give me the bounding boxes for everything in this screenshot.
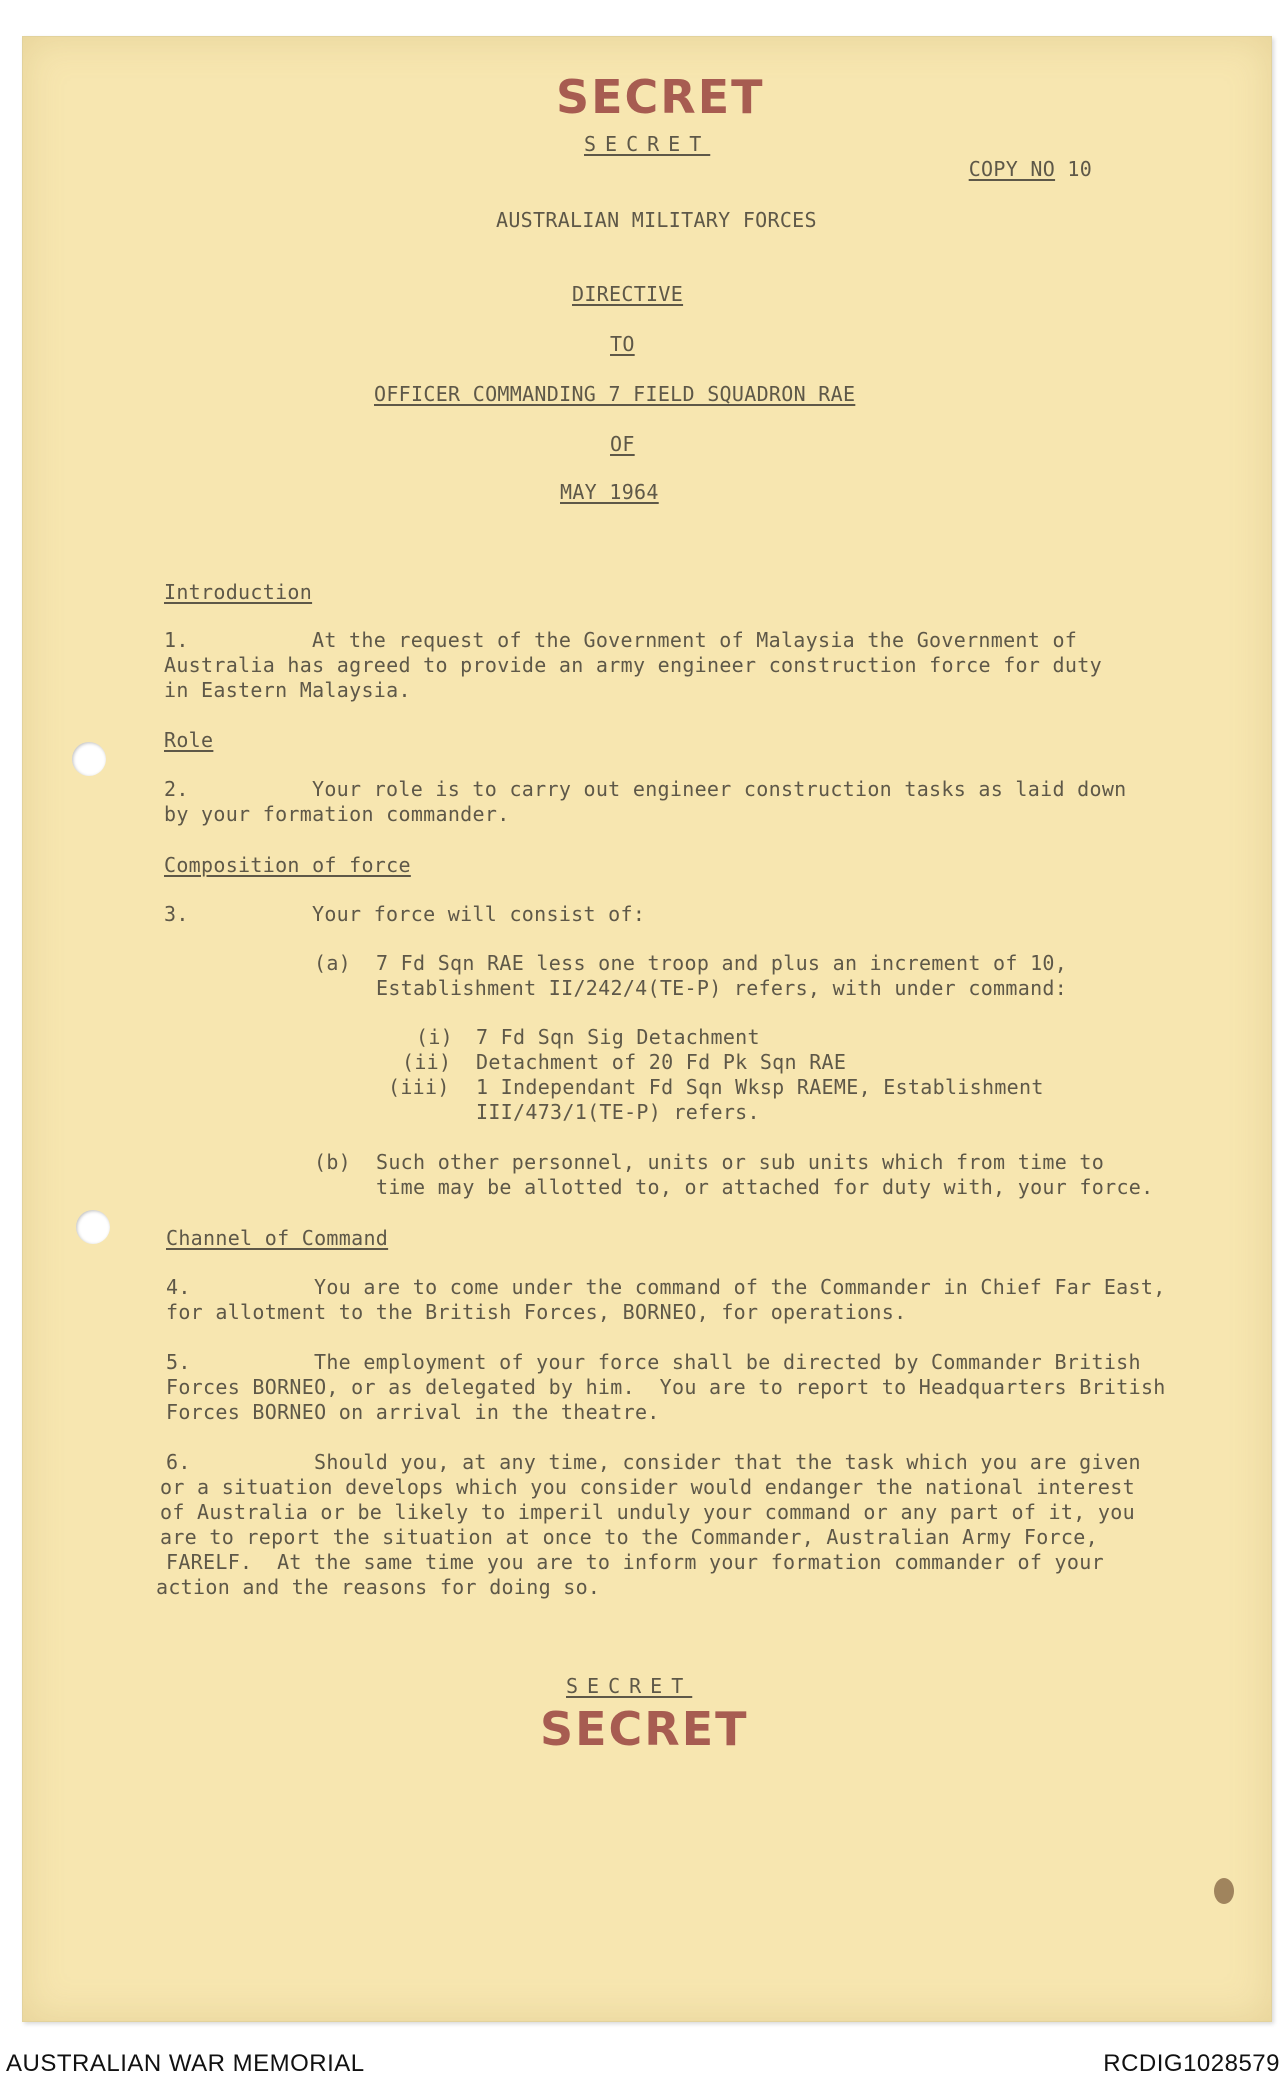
title-to: TO [610, 332, 635, 356]
item-b-label: (b) [314, 1150, 352, 1174]
para-5-line-2: Forces BORNEO, or as delegated by him. You are to report to Headquarters British [166, 1375, 1166, 1399]
classification-top: SECRET [584, 132, 711, 156]
para-3-number: 3. [164, 902, 189, 926]
copy-number [944, 132, 1092, 182]
item-ii-text: Detachment of 20 Fd Pk Sqn RAE [476, 1050, 847, 1074]
item-b-line-1: Such other personnel, units or sub units which from time to [376, 1150, 1105, 1174]
item-a-label: (a) [314, 951, 352, 975]
stain-mark [1214, 1878, 1234, 1904]
heading-introduction: Introduction [164, 580, 313, 604]
secret-stamp-top: SECRET [556, 70, 765, 124]
para-2-line-2: by your formation commander. [164, 802, 510, 826]
item-i-label: (i) [416, 1025, 454, 1049]
heading-composition: Composition of force [164, 853, 411, 877]
para-6-number: 6. [166, 1450, 191, 1474]
para-5-line-3: Forces BORNEO on arrival in the theatre. [166, 1400, 660, 1424]
para-1-line-2: Australia has agreed to provide an army engineer construction force for duty [164, 653, 1102, 677]
item-iii-line-1: 1 Independant Fd Sqn Wksp RAEME, Establishment [476, 1075, 1044, 1099]
item-iii-label: (iii) [388, 1075, 450, 1099]
para-6-line-1: Should you, at any time, consider that the task which you are given [314, 1450, 1141, 1474]
para-1-number: 1. [164, 628, 189, 652]
copy-label: COPY NO [968, 157, 1056, 181]
item-ii-label: (ii) [402, 1050, 452, 1074]
item-a-line-1: 7 Fd Sqn RAE less one troop and plus an increment of 10, [376, 951, 1068, 975]
para-5-line-1: The employment of your force shall be directed by Commander British [314, 1350, 1141, 1374]
para-2-line-1: Your role is to carry out engineer construction tasks as laid down [312, 777, 1127, 801]
para-6-line-4: are to report the situation at once to the Commander, Australian Army Force, [160, 1525, 1098, 1549]
item-b-line-2: time may be allotted to, or attached for duty with, your force. [376, 1175, 1154, 1199]
heading-channel-of-command: Channel of Command [166, 1226, 389, 1250]
para-1-line-1: At the request of the Government of Malaysia the Government of [312, 628, 1078, 652]
para-1-line-3: in Eastern Malaysia. [164, 678, 411, 702]
heading-role: Role [164, 728, 214, 752]
copy-value: 10 [1067, 157, 1093, 181]
para-2-number: 2. [164, 777, 189, 801]
para-6-line-2: or a situation develops which you consider would endanger the national interest [160, 1475, 1135, 1499]
title-of: OF [610, 432, 635, 456]
para-5-number: 5. [166, 1350, 191, 1374]
org-name: AUSTRALIAN MILITARY FORCES [496, 208, 817, 232]
footer-left: AUSTRALIAN WAR MEMORIAL [6, 2050, 365, 2077]
punch-hole-top [72, 742, 106, 776]
title-officer: OFFICER COMMANDING 7 FIELD SQUADRON RAE [374, 382, 856, 406]
item-i-text: 7 Fd Sqn Sig Detachment [476, 1025, 760, 1049]
item-a-line-2: Establishment II/242/4(TE-P) refers, with under command: [376, 976, 1068, 1000]
title-directive: DIRECTIVE [572, 282, 684, 306]
footer-right: RCDIG1028579 [1103, 2050, 1280, 2077]
para-6-line-3: of Australia or be likely to imperil unduly your command or any part of it, you [160, 1500, 1135, 1524]
para-4-line-1: You are to come under the command of the Commander in Chief Far East, [314, 1275, 1166, 1299]
item-iii-line-2: III/473/1(TE-P) refers. [476, 1100, 760, 1124]
para-3-text: Your force will consist of: [312, 902, 646, 926]
classification-bottom: SECRET [566, 1674, 693, 1698]
para-6-line-5: FARELF. At the same time you are to inform your formation commander of your [166, 1550, 1104, 1574]
para-4-line-2: for allotment to the British Forces, BORNEO, for operations. [166, 1300, 907, 1324]
punch-hole-bottom [76, 1210, 110, 1244]
para-4-number: 4. [166, 1275, 191, 1299]
para-6-line-6: action and the reasons for doing so. [156, 1575, 601, 1599]
secret-stamp-bottom: SECRET [540, 1702, 749, 1756]
title-date: MAY 1964 [560, 480, 659, 504]
